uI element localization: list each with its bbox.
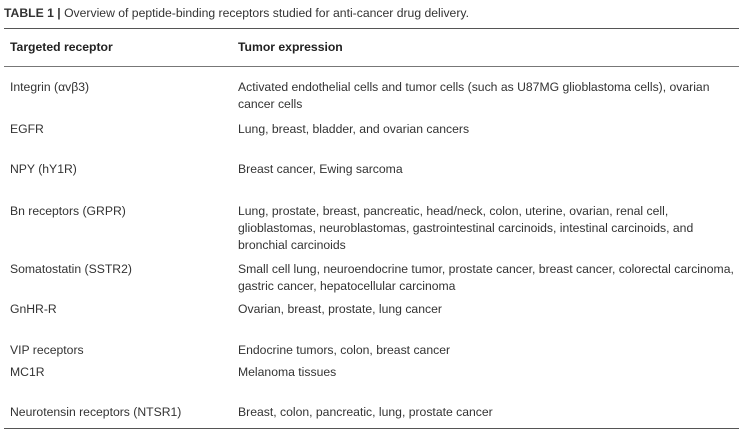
- receptor-cell: GnHR-R: [10, 302, 57, 316]
- expression-cell: Endocrine tumors, colon, breast cancer: [238, 343, 451, 357]
- expression-cell: Ovarian, breast, prostate, lung cancer: [238, 302, 442, 316]
- receptor-cell: VIP receptors: [10, 343, 84, 357]
- receptor-cell: Integrin (αvβ3): [10, 80, 90, 94]
- expression-cell: Activated endothelial cells and tumor cells (such as U87MG glioblastoma cells), ovarian cancer cells: [238, 80, 710, 111]
- receptor-cell: NPY (hY1R): [10, 162, 77, 176]
- column-header-expression: Tumor expression: [238, 40, 343, 54]
- expression-cell: Small cell lung, neuroendocrine tumor, prostate cancer, breast cancer, colorectal carcinoma, gastric cancer, hepatocellular carcinoma: [238, 262, 734, 293]
- receptor-cell: EGFR: [10, 122, 44, 136]
- expression-cell: Melanoma tissues: [238, 365, 337, 379]
- column-header-receptor: Targeted receptor: [10, 40, 113, 54]
- table-caption-label: TABLE 1 |: [4, 6, 61, 20]
- expression-cell: Lung, prostate, breast, pancreatic, head/neck, colon, uterine, ovarian, renal cell, glioblastomas, neuroblastomas, gastrointestinal carcinoids, intestinal carcinoids, and bronchial carcinoids: [238, 204, 694, 252]
- expression-cell: Lung, breast, bladder, and ovarian cancers: [238, 122, 470, 136]
- expression-cell: Breast, colon, pancreatic, lung, prostate cancer: [238, 405, 493, 419]
- table-top-rule: [4, 28, 739, 29]
- receptor-cell: Somatostatin (SSTR2): [10, 262, 132, 276]
- table-caption-text: Overview of peptide-binding receptors studied for anti-cancer drug delivery.: [64, 6, 469, 20]
- table-caption: [4, 5, 739, 21]
- receptor-cell: MC1R: [10, 365, 45, 379]
- table-header-rule: [4, 66, 739, 67]
- receptor-cell: Bn receptors (GRPR): [10, 204, 126, 218]
- receptor-cell: Neurotensin receptors (NTSR1): [10, 405, 182, 419]
- expression-cell: Breast cancer, Ewing sarcoma: [238, 162, 403, 176]
- table-bottom-rule: [4, 428, 739, 429]
